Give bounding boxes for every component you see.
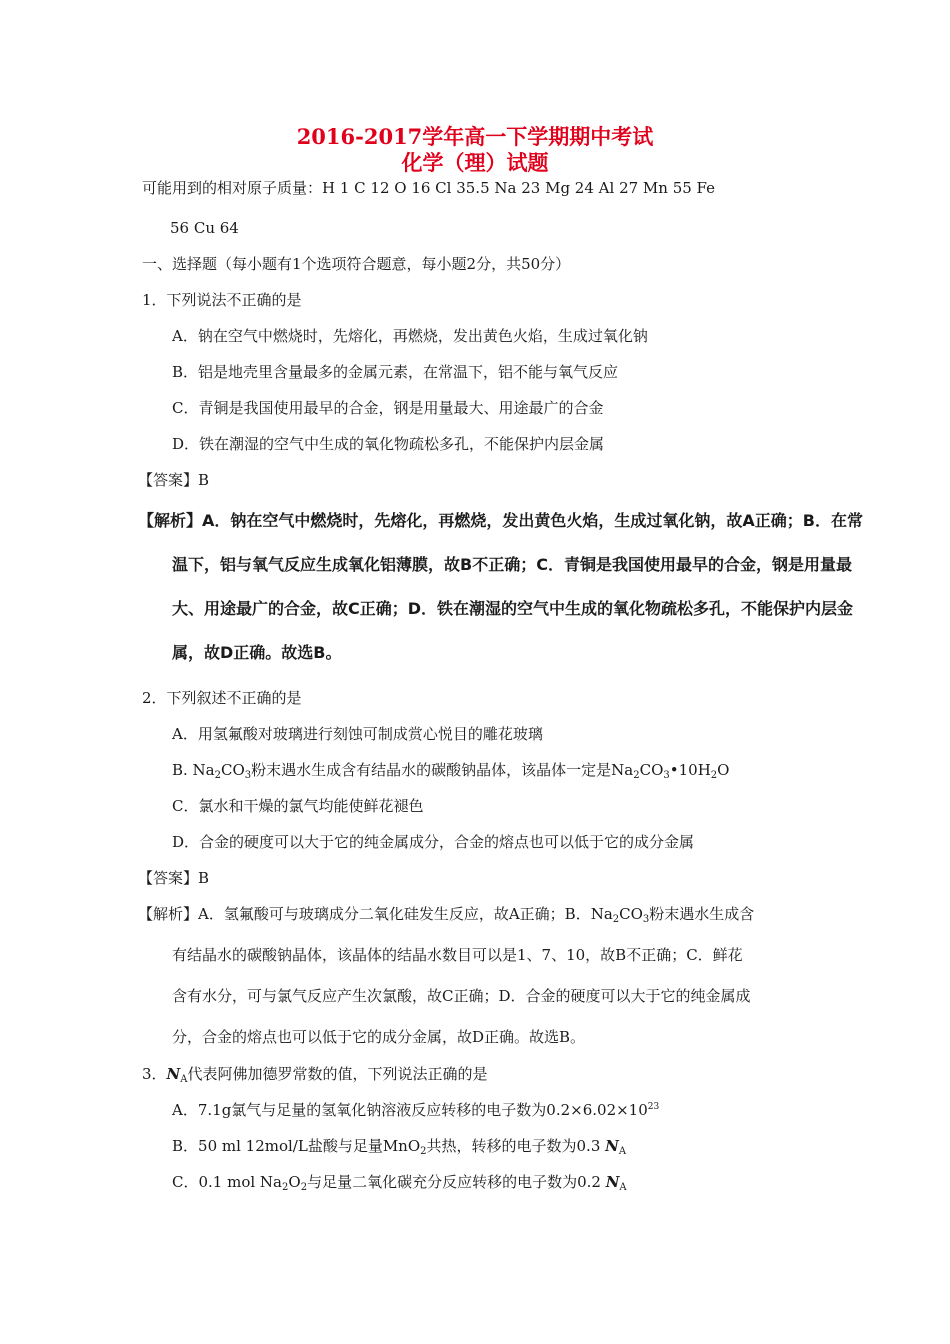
question-1-option-a: A．钠在空气中燃烧时，先熔化，再燃烧，发出黄色火焰，生成过氧化钠	[172, 327, 648, 345]
question-2-analysis-line-4: 分，合金的熔点也可以低于它的成分金属，故D正确。故选B。	[172, 1028, 586, 1046]
question-2-option-c: C．氯水和干燥的氯气均能使鲜花褪色	[172, 797, 424, 815]
question-1-analysis-line-3: 大、用途最广的合金，故C正确；D．铁在潮湿的空气中生成的氧化物疏松多孔，不能保护内层金	[172, 599, 854, 618]
question-2-analysis-line-3: 含有水分，可与氯气反应产生次氯酸，故C正确；D．合金的硬度可以大于它的纯金属成	[172, 987, 751, 1005]
question-3-stem: 3．$N_A$代表阿佛加德罗常数的值，下列说法正确的是	[142, 1065, 488, 1085]
question-2-analysis-line-1: 【解析】A．氢氟酸可与玻璃成分二氧化硅发生反应，故A正确；B．$Na_2CO_3$粉末遇水生成含	[138, 905, 755, 925]
question-1-answer: 【答案】B	[138, 471, 210, 489]
question-3-option-c: C．0.1 mol $Na_2O_2$与足量二氧化碳充分反应转移的电子数为0.2 $N_A$	[172, 1173, 627, 1193]
question-2-option-a: A．用氢氟酸对玻璃进行刻蚀可制成赏心悦目的雕花玻璃	[172, 725, 543, 743]
question-2-option-b: B. $Na_2CO_3$粉末遇水生成含有结晶水的碳酸钠晶体，该晶体一定是$Na_2CO_3•10H_2O$	[172, 761, 730, 781]
question-1-analysis-line-2: 温下，铝与氧气反应生成氧化铝薄膜，故B不正确；C．青铜是我国使用最早的合金，钢是用量最	[172, 555, 852, 574]
question-2-answer: 【答案】B	[138, 869, 210, 887]
question-1-stem: 1．下列说法不正确的是	[142, 291, 302, 309]
question-1-option-b: B．铝是地壳里含量最多的金属元素，在常温下，铝不能与氧气反应	[172, 363, 619, 381]
question-1-option-c: C．青铜是我国使用最早的合金，钢是用量最大、用途最广的合金	[172, 399, 604, 417]
question-2-analysis-line-2: 有结晶水的碳酸钠晶体，该晶体的结晶水数目可以是1、7、10，故B不正确；C．鲜花	[172, 946, 743, 964]
page-subtitle: 化学（理）试题	[401, 150, 549, 175]
atomic-mass-line-2: 56 Cu 64	[170, 219, 239, 237]
question-1-option-d: D．铁在潮湿的空气中生成的氧化物疏松多孔，不能保护内层金属	[172, 435, 605, 453]
section-heading: 一、选择题（每小题有1个选项符合题意，每小题2分，共50分）	[142, 255, 571, 273]
question-2-option-d: D．合金的硬度可以大于它的纯金属成分，合金的熔点也可以低于它的成分金属	[172, 833, 695, 851]
question-3-option-b: B．50 ml 12mol/L盐酸与足量MnO$_2$共热，转移的电子数为0.3 $N_A$	[172, 1137, 627, 1157]
question-1-analysis-line-4: 属，故D正确。故选B。	[172, 643, 342, 662]
atomic-mass-line-1: 可能用到的相对原子质量：H 1 C 12 O 16 Cl 35.5 Na 23 Mg 24 Al 27 Mn 55 Fe	[142, 179, 716, 197]
page-title: 2016-2017学年高一下学期期中考试	[296, 124, 654, 149]
question-3-option-a: A．7.1g氯气与足量的氢氧化钠溶液反应转移的电子数为$0.2\times 6.02\times 10^{23}$	[172, 1101, 660, 1119]
question-2-stem: 2．下列叙述不正确的是	[142, 689, 302, 707]
question-1-analysis-line-1: 【解析】A．钠在空气中燃烧时，先熔化，再燃烧，发出黄色火焰，生成过氧化钠，故A正确；B．在常	[138, 511, 863, 530]
